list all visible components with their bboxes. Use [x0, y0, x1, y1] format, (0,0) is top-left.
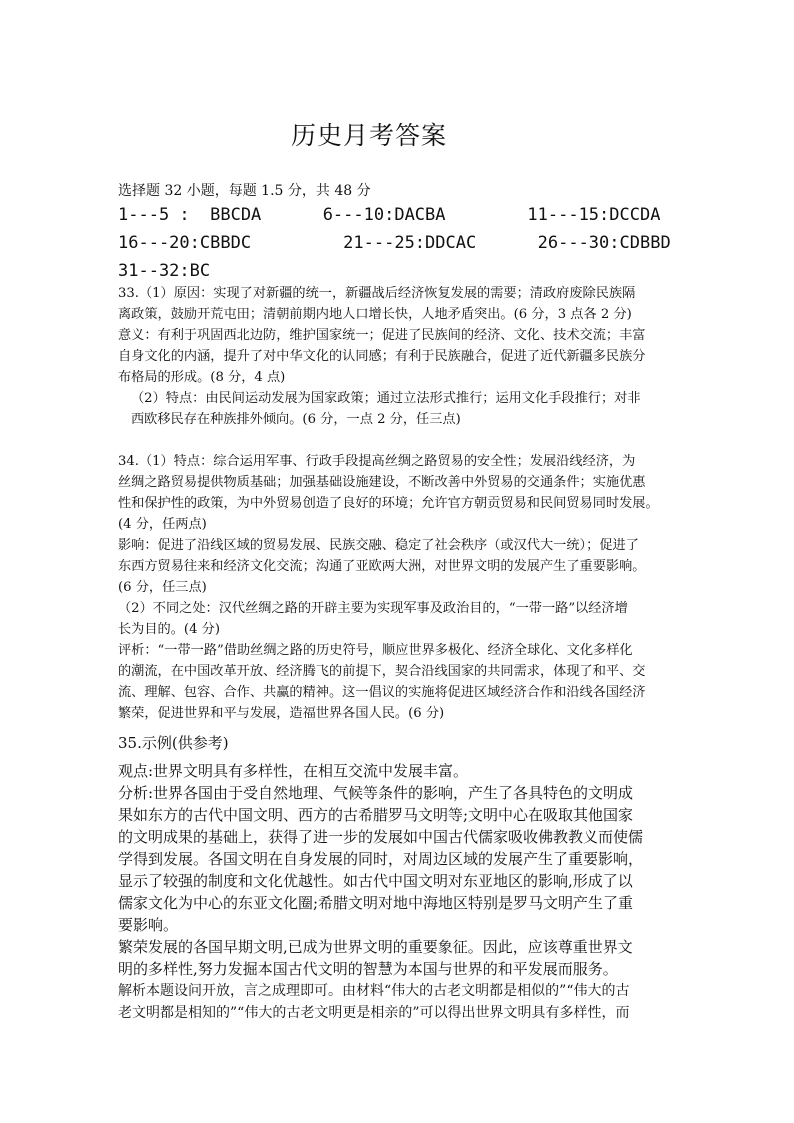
q34-line: 长为目的。(4 分) [118, 622, 220, 637]
q34-line: 流、理解、包容、合作、共赢的精神。这一倡议的实施将促进区域经济合作和沿线各国经济 [118, 685, 646, 700]
q35-line: 解析本题设问开放，言之成理即可。由材料“伟大的古老文明都是相似的”“伟大的古 [118, 983, 630, 999]
q35-line: 繁荣发展的各国早期文明,已成为世界文明的重要象征。因此，应该尊重世界文 [118, 938, 633, 956]
q35-line: 学得到发展。各国文明在自身发展的同时，对周边区域的发展产生了重要影响， [118, 850, 644, 868]
choice-answers-row-2: 16---20:CBBDC 21---25:DDCAC 26---30:CDBBD [118, 233, 671, 253]
q34-line: 丝绸之路贸易提供物质基础；加强基础设施建设，不断改善中外贸易的交通条件；实施优惠 [118, 475, 646, 490]
q33-line: 布格局的形成。(8 分，4 点) [118, 370, 286, 385]
q35-line: 要影响。 [118, 916, 179, 934]
q34-line: (4 分，任两点) [118, 517, 207, 532]
q35-line: 果如东方的古代中国文明、西方的古希腊罗马文明等;文明中心在吸取其他国家 [118, 806, 634, 824]
choice-answers-row-1: 1---5 : BBCDA 6---10:DACBA 11---15:DCCDA [118, 205, 661, 225]
q35-title: 35.示例(供参考) [118, 734, 229, 752]
choice-answers-row-3: 31--32:BC [118, 261, 211, 281]
q35-line: 老文明都是相知的”“伟大的古老文明更是相亲的”可以得出世界文明具有多样性，而 [118, 1005, 630, 1021]
q33-line: 离政策，鼓励开荒屯田；清朝前期内地人口增长快，人地矛盾突出。(6 分，3 点各 2 分) [118, 307, 632, 322]
q33-line: 33.（1）原因：实现了对新疆的统一，新疆战后经济恢复发展的需要；清政府废除民族隔 [118, 286, 636, 301]
q34-line: 繁荣，促进世界和平与发展，造福世界各国人民。(6 分) [118, 706, 445, 721]
q34-line: 东西方贸易往来和经济文化交流；沟通了亚欧两大洲，对世界文明的发展产生了重要影响。 [118, 559, 646, 574]
q33-line: （2）特点：由民间运动发展为国家政策；通过立法形式推行；运用文化手段推行；对非 [131, 391, 641, 406]
q34-line: 评析：“一带一路”借助丝绸之路的历史符号，顺应世界多极化、经济全球化、文化多样化 [118, 643, 633, 658]
q35-line: 显示了较强的制度和文化优越性。如古代中国文明对东亚地区的影响,形成了以 [118, 872, 633, 890]
q34-line: 34.（1）特点：综合运用军事、行政手段提高丝绸之路贸易的安全性；发展沿线经济，为 [118, 454, 636, 469]
q34-line: 影响：促进了沿线区域的贸易发展、民族交融、稳定了社会秩序（或汉代大一统）；促进了 [118, 538, 639, 553]
q35-line: 分析:世界各国由于受自然地理、气候等条件的影响，产生了各具特色的文明成 [118, 784, 634, 802]
q33-line: 自身文化的内涵，提升了对中华文化的认同感；有利于民族融合，促进了近代新疆多民族分 [118, 349, 646, 364]
q34-line: (6 分，任三点) [118, 580, 207, 595]
q35-line: 儒家文化为中心的东亚文化圈;希腊文明对地中海地区特别是罗马文明产生了重 [118, 894, 634, 912]
q34-line: （2）不同之处：汉代丝绸之路的开辟主要为实现军事及政治目的，“一带一路”以经济增 [118, 601, 628, 616]
q34-line: 的潮流，在中国改革开放、经济腾飞的前提下，契合沿线国家的共同需求，体现了和平、交 [118, 664, 646, 679]
q33-line: 意义：有利于巩固西北边防，维护国家统一；促进了民族间的经济、文化、技术交流；丰富 [118, 328, 646, 343]
q33-line: 西欧移民存在种族排外倾向。(6 分，一点 2 分，任三点) [131, 412, 461, 427]
choice-header: 选择题 32 小题，每题 1.5 分，共 48 分 [118, 183, 371, 199]
q35-line: 观点:世界文明具有多样性，在相互交流中发展丰富。 [118, 762, 469, 780]
q35-line: 明的多样性,努力发掘本国古代文明的智慧为本国与世界的和平发展而服务。 [118, 960, 618, 978]
page-title: 历史月考答案 [290, 121, 447, 150]
q34-line: 性和保护性的政策，为中外贸易创造了良好的环境；允许官方朝贡贸易和民间贸易同时发展。 [118, 496, 659, 511]
q35-line: 的文明成果的基础上，获得了进一步的发展如中国古代儒家吸收佛教教义而使儒 [118, 828, 644, 846]
